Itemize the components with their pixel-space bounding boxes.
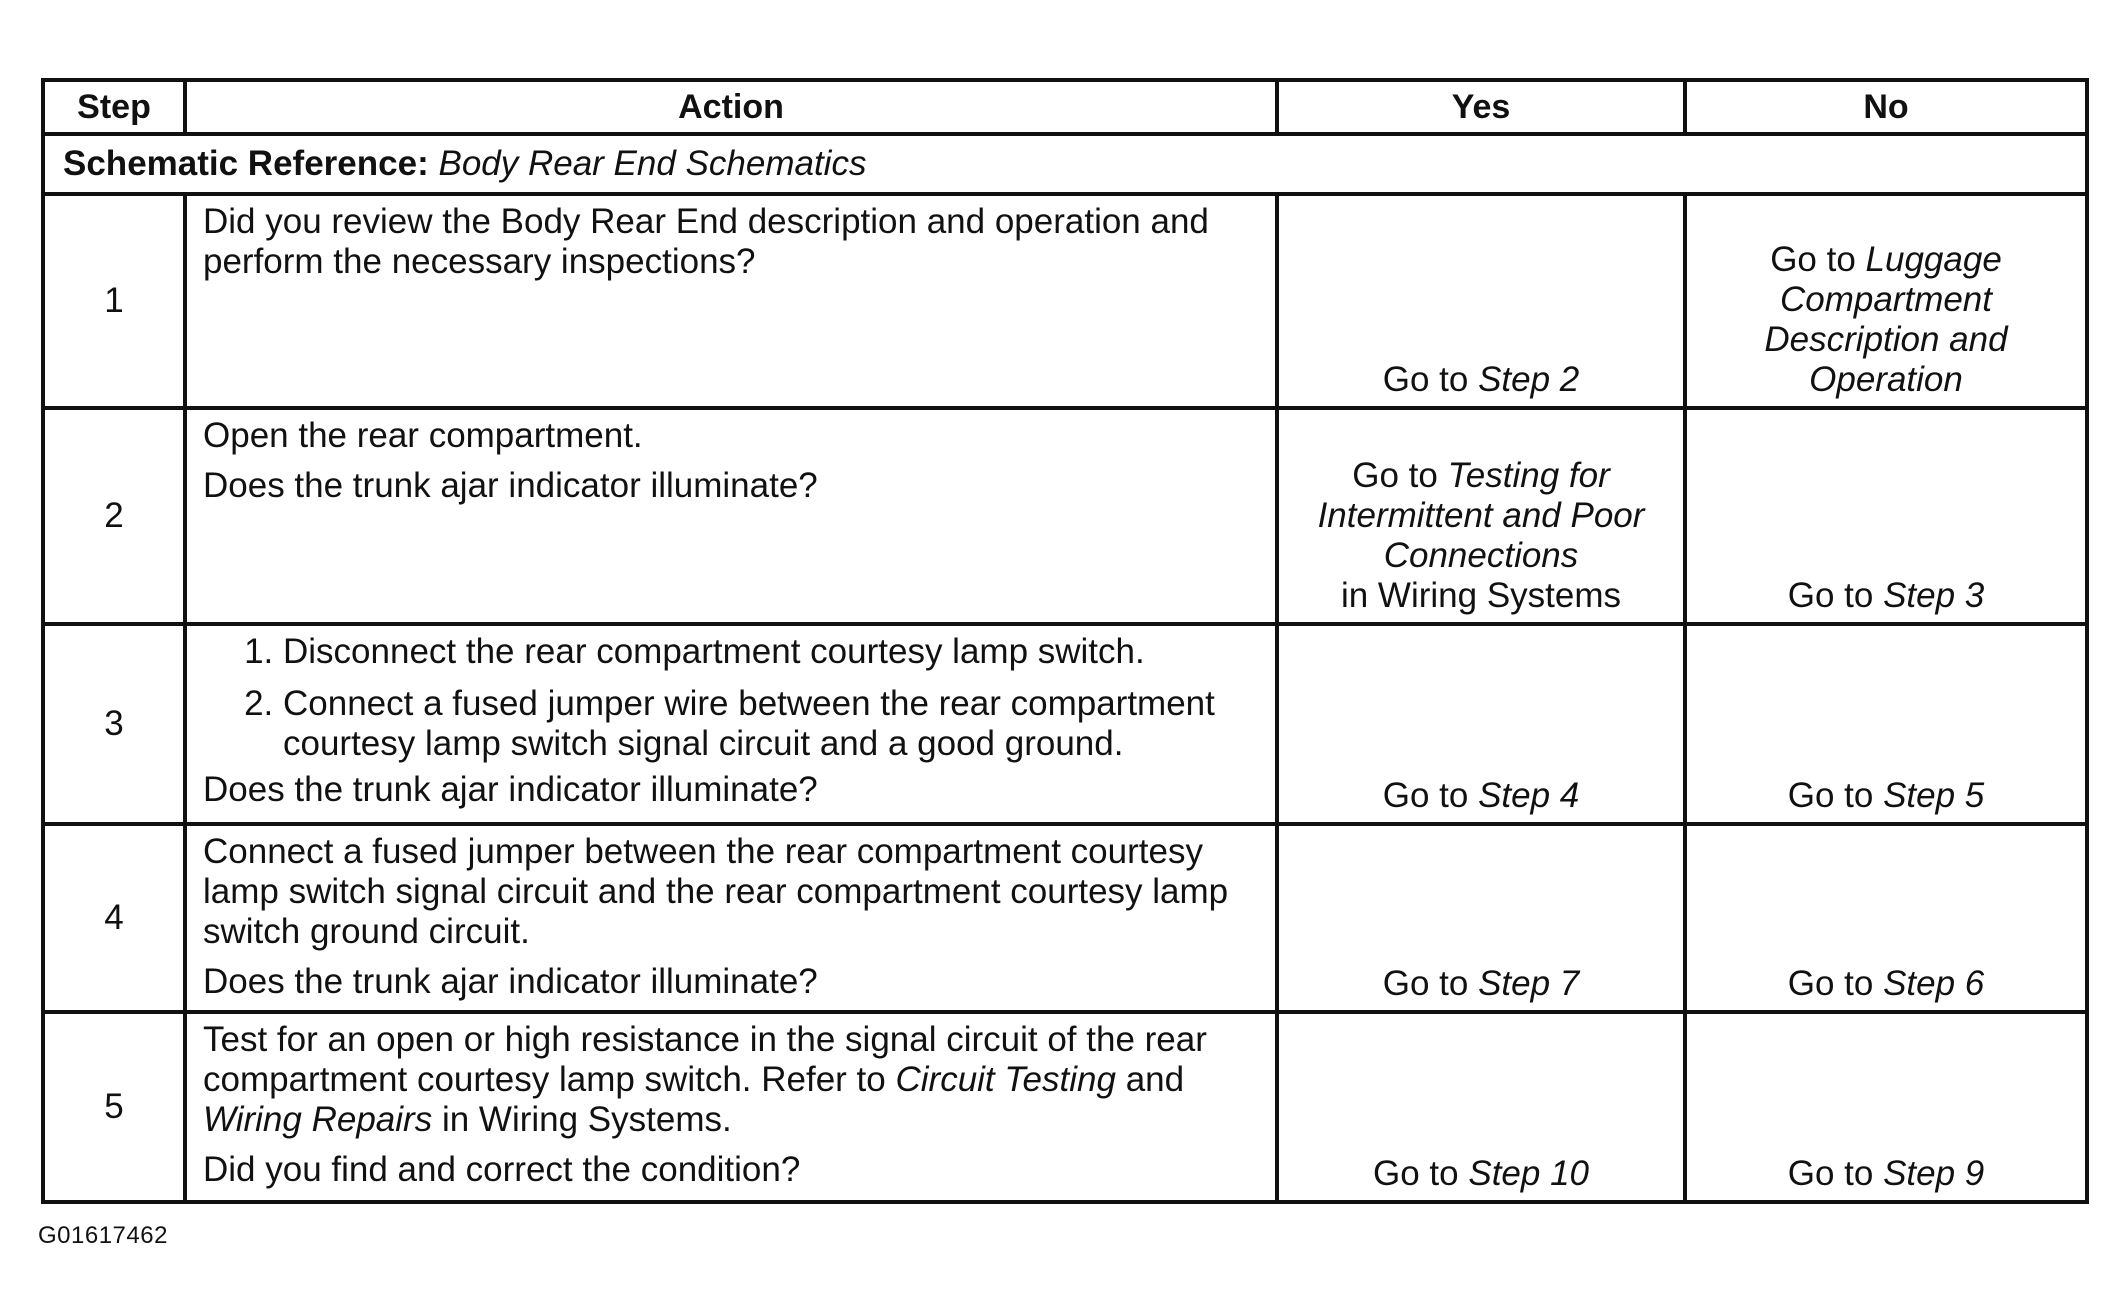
yes-prefix: Go to bbox=[1382, 964, 1469, 1003]
yes-cell bbox=[1277, 824, 1685, 1012]
step-number: 3 bbox=[43, 624, 185, 824]
yes-link[interactable]: Testing for Intermittent and Poor Connections bbox=[1317, 456, 1645, 575]
no-cell bbox=[1685, 408, 2087, 624]
action-part: and bbox=[1125, 1060, 1185, 1099]
step-number: 2 bbox=[43, 408, 185, 624]
header-row bbox=[43, 80, 2087, 134]
no-link[interactable]: Step 9 bbox=[1883, 1154, 1985, 1193]
no-cell bbox=[1685, 1012, 2087, 1202]
no-link[interactable]: Step 3 bbox=[1883, 576, 1985, 615]
no-link[interactable]: Luggage Compartment Description and Operation bbox=[1764, 240, 2008, 399]
yes-suffix: in Wiring Systems bbox=[1340, 576, 1622, 615]
action-text: Did you review the Body Rear End description and operation and perform the necessary inspections? bbox=[203, 202, 1209, 281]
yes-prefix: Go to bbox=[1382, 360, 1469, 399]
circuit-testing-link[interactable]: Circuit Testing bbox=[895, 1060, 1116, 1099]
no-link[interactable]: Step 6 bbox=[1883, 964, 1985, 1003]
yes-cell bbox=[1277, 408, 1685, 624]
schematic-row bbox=[43, 134, 2087, 194]
header-no: No bbox=[1685, 80, 2087, 134]
action-cell bbox=[185, 408, 1277, 624]
action-question: Does the trunk ajar indicator illuminate? bbox=[203, 770, 818, 809]
header-step: Step bbox=[43, 80, 185, 134]
step-number: 1 bbox=[43, 194, 185, 408]
no-cell bbox=[1685, 624, 2087, 824]
no-cell bbox=[1685, 824, 2087, 1012]
action-question: Did you find and correct the condition? bbox=[203, 1150, 801, 1189]
substep-item: 1. Disconnect the rear compartment courtesy lamp switch. bbox=[283, 632, 1259, 672]
no-prefix: Go to bbox=[1787, 1154, 1874, 1193]
yes-link[interactable]: Step 10 bbox=[1468, 1154, 1589, 1193]
no-cell bbox=[1685, 194, 2087, 408]
schematic-reference bbox=[43, 134, 2087, 194]
step-number: 4 bbox=[43, 824, 185, 1012]
yes-link[interactable]: Step 7 bbox=[1478, 964, 1580, 1003]
wiring-repairs-link[interactable]: Wiring Repairs bbox=[203, 1100, 433, 1139]
yes-prefix: Go to bbox=[1373, 1154, 1459, 1193]
action-text: Open the rear compartment. bbox=[203, 416, 643, 455]
schematic-value: Body Rear End Schematics bbox=[438, 144, 867, 183]
action-question: Does the trunk ajar indicator illuminate? bbox=[203, 962, 818, 1001]
no-prefix: Go to bbox=[1770, 240, 1856, 279]
action-question: Does the trunk ajar indicator illuminate? bbox=[203, 466, 818, 505]
no-prefix: Go to bbox=[1787, 776, 1874, 815]
yes-cell bbox=[1277, 1012, 1685, 1202]
diagnostic-table bbox=[41, 78, 2089, 1204]
yes-cell bbox=[1277, 624, 1685, 824]
table-row bbox=[43, 1012, 2087, 1202]
table-row bbox=[43, 624, 2087, 824]
header-action: Action bbox=[185, 80, 1277, 134]
action-part: in Wiring Systems. bbox=[441, 1100, 732, 1139]
action-text bbox=[203, 1020, 1259, 1140]
action-cell bbox=[185, 1012, 1277, 1202]
table-row bbox=[43, 194, 2087, 408]
figure-id: G01617462 bbox=[38, 1222, 168, 1249]
yes-prefix: Go to bbox=[1352, 456, 1438, 495]
action-cell bbox=[185, 194, 1277, 408]
action-cell bbox=[185, 824, 1277, 1012]
substep-item: 2. Connect a fused jumper wire between the rear compartment courtesy lamp switch signal circuit and a good ground. bbox=[283, 684, 1259, 764]
action-text: Connect a fused jumper between the rear compartment courtesy lamp switch signal circuit and the rear compartment courtesy lamp switch ground circuit. bbox=[203, 832, 1229, 951]
header-yes: Yes bbox=[1277, 80, 1685, 134]
table-row bbox=[43, 824, 2087, 1012]
yes-cell bbox=[1277, 194, 1685, 408]
yes-link[interactable]: Step 2 bbox=[1478, 360, 1580, 399]
no-link[interactable]: Step 5 bbox=[1883, 776, 1985, 815]
yes-link[interactable]: Step 4 bbox=[1478, 776, 1580, 815]
yes-prefix: Go to bbox=[1382, 776, 1469, 815]
step-number: 5 bbox=[43, 1012, 185, 1202]
no-prefix: Go to bbox=[1787, 576, 1874, 615]
action-cell bbox=[185, 624, 1277, 824]
action-part: Test for an open or high resistance in the signal circuit of the rear compartment courtesy lamp switch. Refer to bbox=[203, 1020, 1207, 1099]
table-row bbox=[43, 408, 2087, 624]
substep-list bbox=[203, 632, 1259, 764]
no-prefix: Go to bbox=[1787, 964, 1874, 1003]
schematic-label: Schematic Reference: bbox=[63, 144, 429, 183]
